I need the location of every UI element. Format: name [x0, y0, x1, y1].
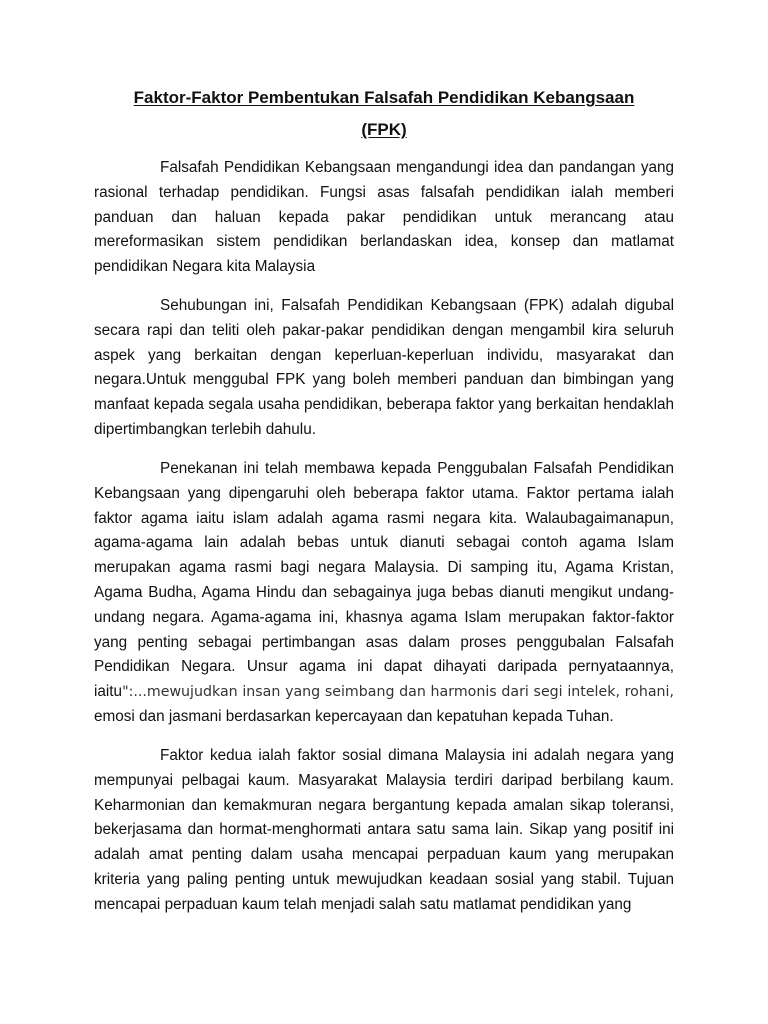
religion-factor-text: Penekanan ini telah membawa kepada Penggubalan Falsafah Pendidikan Kebangsaan yang dipengaruhi oleh beberapa faktor utama. Faktor pertama ialah faktor agama iaitu islam adalah agama rasmi negara kita. Walaubagaimanapun, agama-agama lain adalah bebas untuk dianuti sebagai contoh agama Islam merupakan agama rasmi bagi negara Malaysia. Di samping itu, Agama Kristan, Agama Budha, Agama Hindu dan sebagainya juga bebas dianuti mengikut undang-undang negara. Agama-agama ini, khasnya agama Islam merupakan faktor-faktor yang penting sebagai pertimbangan asas dalam proses penggubalan Falsafah Pendidikan Negara. Unsur agama ini dapat dihayati daripada pernyataannya, iaitu: [94, 460, 674, 701]
document-title: Faktor-Faktor Pembentukan Falsafah Pendidikan Kebangsaan: [133, 88, 635, 107]
document-title-abbreviation: (FPK): [361, 120, 407, 139]
fpk-quote: ":...mewujudkan insan yang seimbang dan harmonis dari segi intelek, rohani,: [122, 684, 674, 701]
religion-factor-conclusion: emosi dan jasmani berdasarkan kepercayaan dan kepatuhan kepada Tuhan.: [94, 707, 614, 725]
paragraph-fpk-drafting: Sehubungan ini, Falsafah Pendidikan Kebangsaan (FPK) adalah digubal secara rapi dan teliti oleh pakar-pakar pendidikan dengan mengambil kira seluruh aspek yang berkaitan dengan keperluan-keperluan individu, masyarakat dan negara.Untuk menggubal FPK yang boleh memberi panduan dan bimbingan yang manfaat kepada segala usaha pendidikan, beberapa faktor yang berkaitan hendaklah dipertimbangkan terlebih dahulu.: [94, 297, 674, 438]
paragraph-religion-factor: [94, 457, 674, 730]
paragraph-social-factor: Faktor kedua ialah faktor sosial dimana Malaysia ini adalah negara yang mempunyai pelbagai kaum. Masyarakat Malaysia terdiri daripad berbilang kaum. Keharmonian dan kemakmuran negara bergantung kepada amalan sikap toleransi, bekerjasama dan hormat-menghormati antara satu sama lain. Sikap yang positif ini adalah amat penting dalam usaha mencapai perpaduan kaum yang merupakan kriteria yang paling penting untuk mewujudkan keadaan sosial yang stabil. Tujuan mencapai perpaduan kaum telah menjadi salah satu matlamat pendidikan yang: [94, 747, 674, 913]
paragraph-introduction: Falsafah Pendidikan Kebangsaan mengandungi idea dan pandangan yang rasional terhadap pendidikan. Fungsi asas falsafah pendidikan ialah memberi panduan dan haluan kepada pakar pendidikan untuk merancang atau mereformasikan sistem pendidikan berlandaskan idea, konsep dan matlamat pendidikan Negara kita Malaysia: [94, 159, 674, 276]
